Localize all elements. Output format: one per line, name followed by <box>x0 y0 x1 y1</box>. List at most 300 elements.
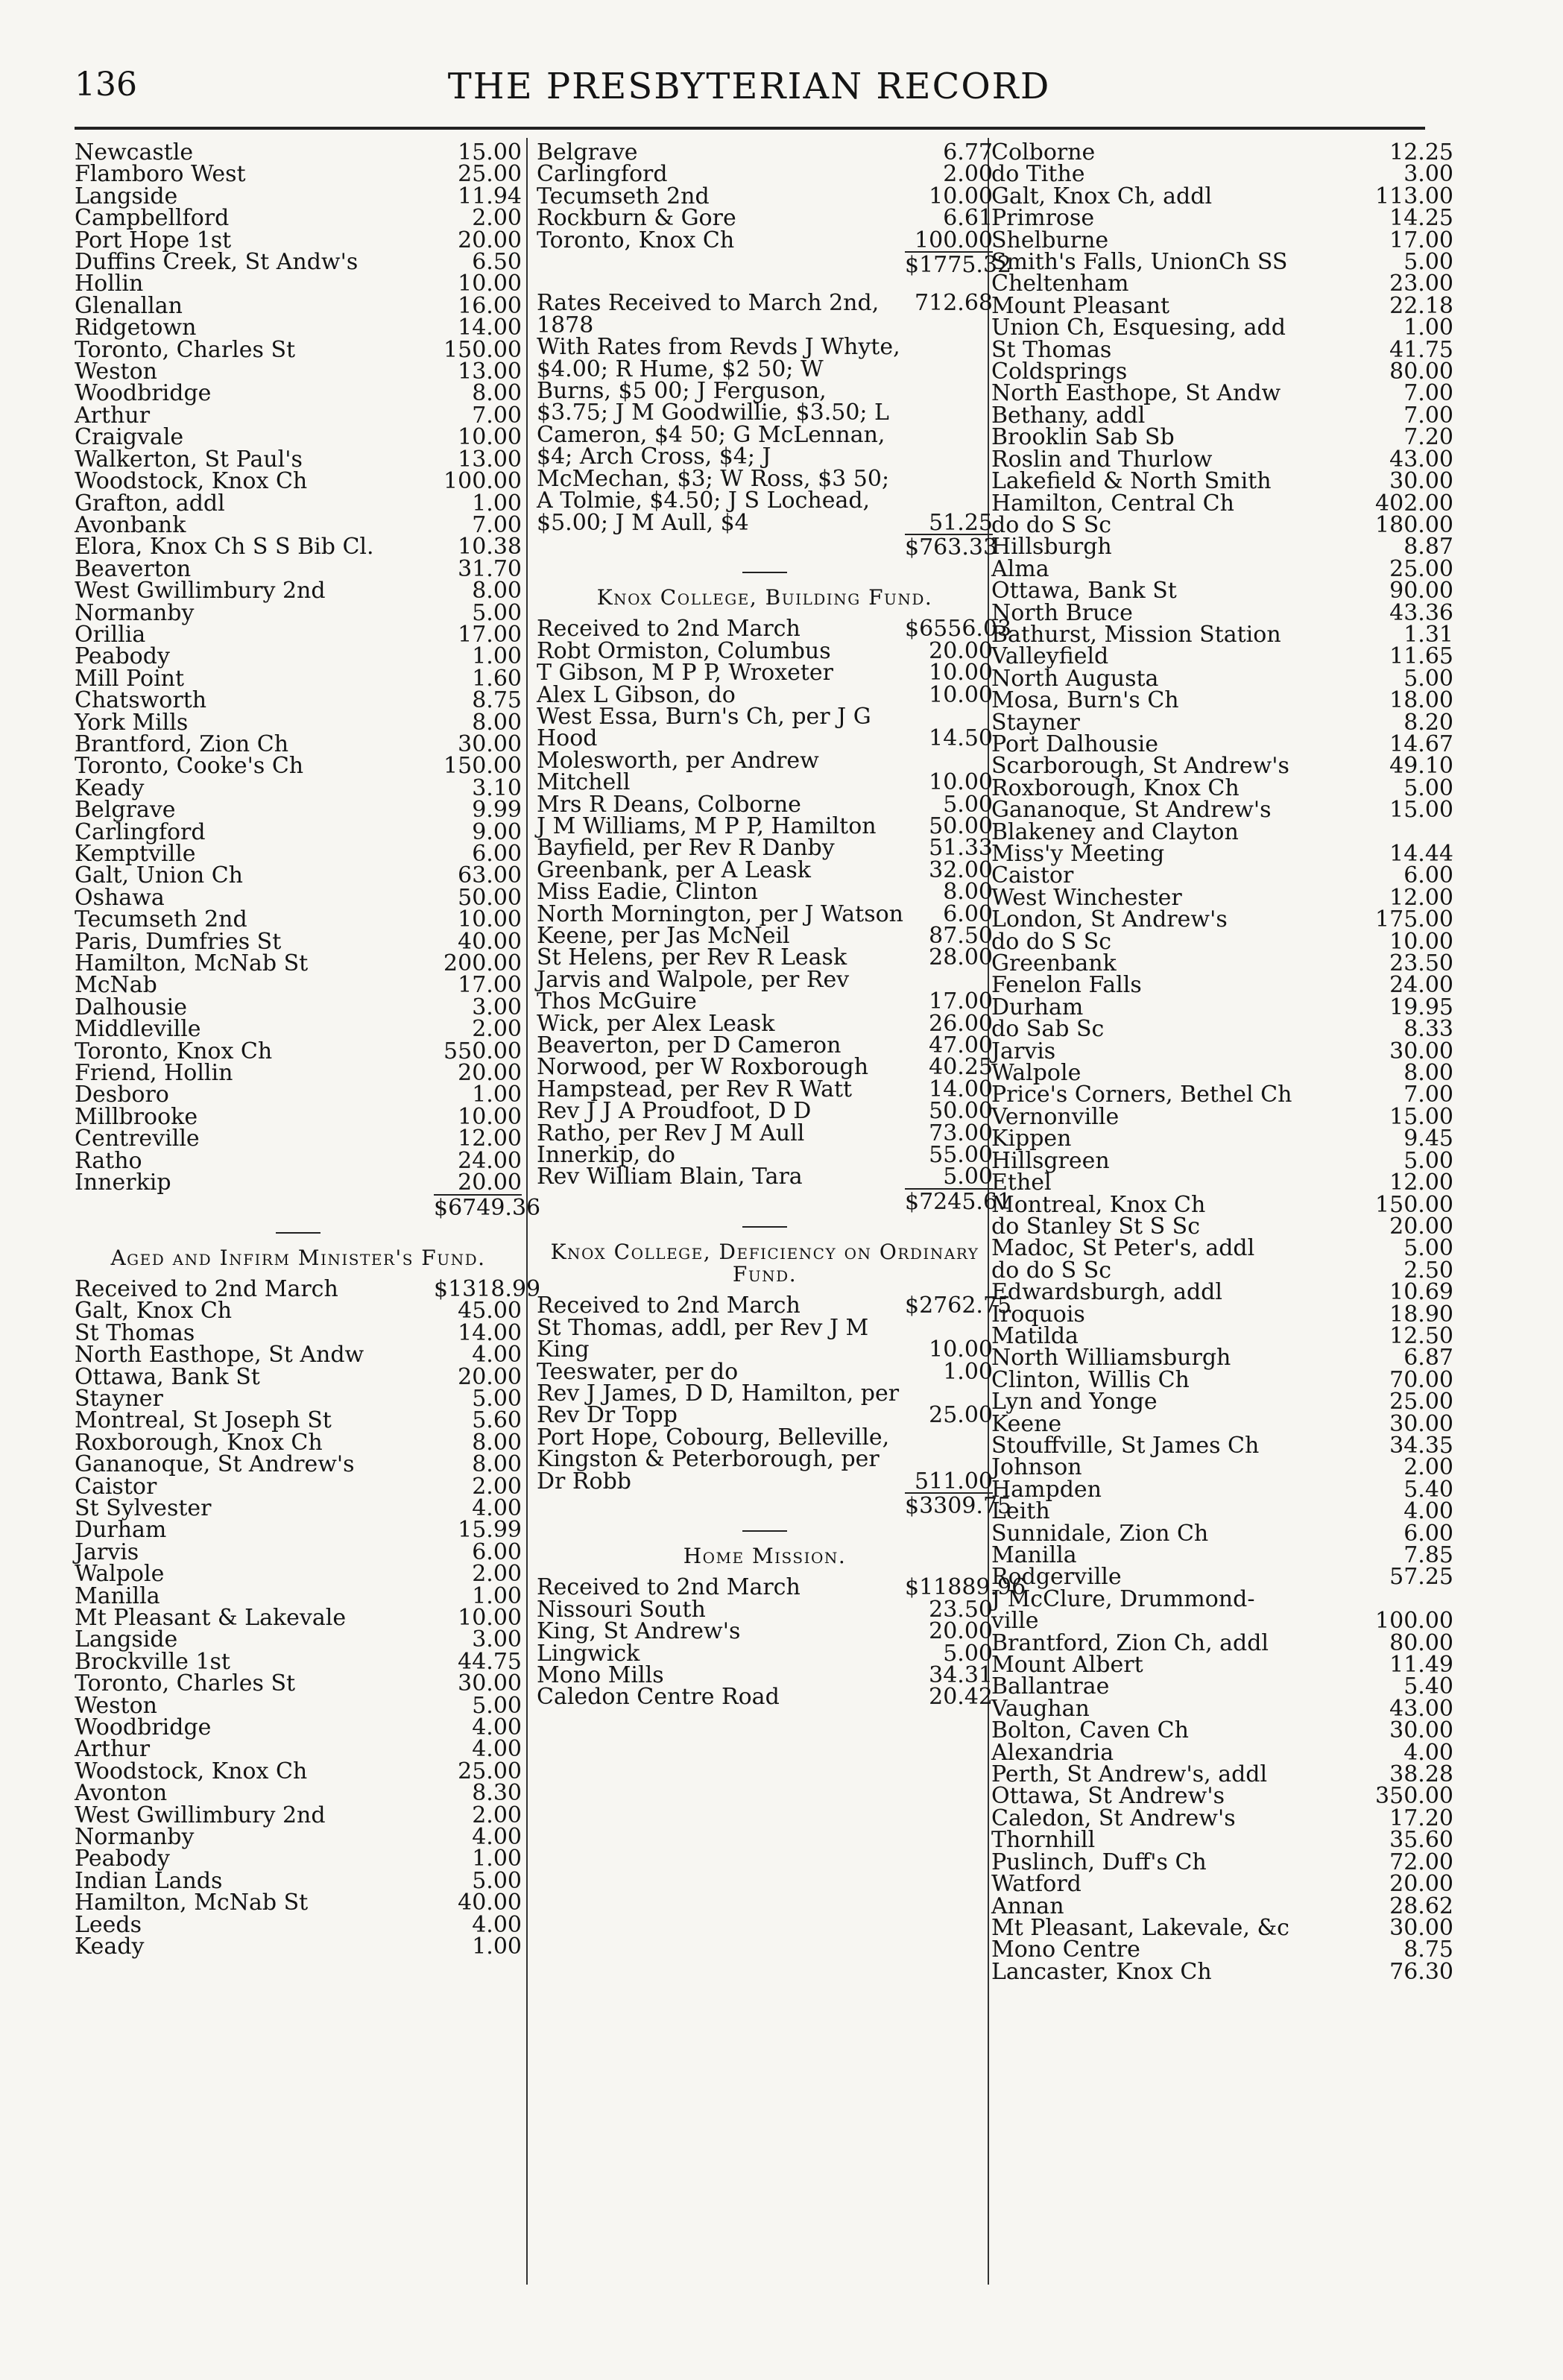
entry-amount: 7.00 <box>472 402 522 429</box>
list-item <box>991 249 1453 276</box>
entry-name: St Helens, per Rev R Leask <box>537 944 847 971</box>
entry-amount: 80.00 <box>1389 359 1453 385</box>
list-item <box>75 972 522 999</box>
list-item <box>991 183 1453 209</box>
list-item <box>75 139 522 165</box>
entry-amount: 9.45 <box>1403 1126 1453 1152</box>
entry-amount: 10.00 <box>458 271 522 297</box>
entry-name: St Thomas <box>991 336 1112 363</box>
entry-amount: 19.95 <box>1389 994 1453 1020</box>
list-item <box>75 1319 522 1346</box>
entry-name: Mosa, Burn's Ch <box>991 687 1179 714</box>
entry-amount: $2762.75 <box>905 1292 1012 1319</box>
entry-name: Woodstock, Knox Ch <box>75 1758 308 1784</box>
list-item <box>991 599 1453 626</box>
entry-name: Jarvis <box>75 1538 139 1565</box>
list-item <box>991 1893 1453 1919</box>
list-item <box>991 1366 1453 1393</box>
entry-amount: 8.00 <box>472 380 522 407</box>
list-item <box>537 1380 993 1429</box>
entry-amount: 9.99 <box>472 797 522 824</box>
column-1 <box>75 139 541 2281</box>
entry-name: do Stanley St S Sc <box>991 1213 1201 1240</box>
list-item <box>75 1342 522 1369</box>
entry-name: Beaverton, per D Cameron <box>537 1032 842 1059</box>
entry-amount: 80.00 <box>1389 1629 1453 1656</box>
entry-amount: 12.25 <box>1389 139 1453 165</box>
list-item <box>75 511 522 538</box>
list-item <box>991 1761 1453 1788</box>
entry-amount: 12.50 <box>1389 1322 1453 1349</box>
entry-name: Hillsgreen <box>991 1147 1110 1174</box>
entry-amount: 10.38 <box>458 534 522 561</box>
entry-amount: 1.00 <box>472 643 522 670</box>
entry-amount: 8.00 <box>472 709 522 736</box>
contribution-list <box>75 139 522 1196</box>
list-item <box>991 818 1453 845</box>
entry-name: Langside <box>75 1626 178 1653</box>
entry-amount: 14.50 <box>929 725 993 752</box>
list-item <box>75 315 522 341</box>
list-item <box>75 227 522 253</box>
entry-name: Lyn and Yonge <box>991 1389 1158 1415</box>
entry-amount: 8.75 <box>1403 1936 1453 1963</box>
list-item <box>75 1626 522 1653</box>
list-item <box>991 797 1453 824</box>
section-rule <box>276 1232 321 1234</box>
entry-amount: 6.00 <box>472 1538 522 1565</box>
list-item <box>75 1082 522 1108</box>
entry-name: Norwood, per W Roxborough <box>537 1054 869 1081</box>
rates-text: Rates Received to March 2nd, 1878 <box>537 290 880 338</box>
list-item <box>991 906 1453 933</box>
entry-amount: 3.00 <box>1403 161 1453 188</box>
entry-name: Rev J James, D D, Hamilton, per Rev Dr Topp <box>537 1380 900 1429</box>
section-heading: Knox College, Building Fund. <box>596 585 933 610</box>
list-item <box>537 1424 993 1494</box>
list-item <box>75 1538 522 1565</box>
entry-name: Puslinch, Duff's Ch <box>991 1849 1207 1875</box>
entry-amount: 90.00 <box>1389 578 1453 605</box>
entry-amount: 8.33 <box>1403 1016 1453 1043</box>
entry-name: Toronto, Cooke's Ch <box>75 753 304 780</box>
entry-name: West Gwillimbury 2nd <box>75 578 326 605</box>
list-item <box>537 1661 993 1688</box>
list-item <box>537 1120 993 1146</box>
entry-amount: 402.00 <box>1375 490 1453 517</box>
entry-name: Alexandria <box>991 1739 1114 1766</box>
list-item <box>537 747 993 796</box>
entry-amount: 2.00 <box>943 161 993 188</box>
entry-name: London, St Andrew's <box>991 906 1228 933</box>
entry-name: Tecumseth 2nd <box>75 906 247 933</box>
entry-name: do Sab Sc <box>991 1016 1105 1043</box>
entry-amount: 100.00 <box>443 468 522 495</box>
entry-name: Campbellford <box>75 205 230 232</box>
entry-amount: 18.90 <box>1389 1301 1453 1328</box>
list-item <box>75 1473 522 1500</box>
entry-name: Cheltenham <box>991 271 1129 297</box>
entry-amount: 20.00 <box>458 1170 522 1196</box>
list-item <box>991 1695 1453 1722</box>
entry-amount: 5.00 <box>1403 1235 1453 1262</box>
column-3 <box>991 139 1453 2281</box>
entry-amount: 8.75 <box>472 687 522 714</box>
entry-name: Woodbridge <box>75 380 212 407</box>
list-item <box>537 1164 993 1190</box>
entry-amount: 7.00 <box>1403 1082 1453 1108</box>
entry-name: Elora, Knox Ch S S Bib Cl. <box>75 534 374 561</box>
list-item <box>75 1275 541 1302</box>
list-item <box>991 709 1453 736</box>
section-rule <box>742 1226 787 1228</box>
entry-name: Walpole <box>991 1060 1082 1087</box>
section-heading: Knox College, Deficiency on Ordinary Fund. <box>550 1240 979 1287</box>
list-item <box>75 359 522 385</box>
entry-name: Mono Centre <box>991 1936 1140 1963</box>
entry-name: Perth, St Andrew's, addl <box>991 1761 1268 1788</box>
entry-name: Avonbank <box>75 511 186 538</box>
entry-name: Thornhill <box>991 1827 1096 1854</box>
entry-amount: 1.00 <box>943 1358 993 1385</box>
entry-name: Greenbank, per A Leask <box>537 856 811 883</box>
list-item <box>991 534 1453 561</box>
entry-name: ville <box>991 1608 1039 1635</box>
total-amount: $7245.61 <box>905 1188 1012 1215</box>
entry-name: Ratho, per Rev J M Aull <box>537 1120 805 1146</box>
entry-name: Roslin and Thurlow <box>991 446 1213 473</box>
entry-amount: 100.00 <box>1375 1608 1453 1635</box>
entry-name: Caistor <box>75 1473 157 1500</box>
entry-amount: 14.25 <box>1389 205 1453 232</box>
entry-amount: 1.00 <box>472 490 522 517</box>
entry-amount: 35.60 <box>1389 1827 1453 1854</box>
entry-amount: 10.00 <box>929 769 993 796</box>
entry-name: Keene, per Jas McNeil <box>537 923 790 949</box>
entry-name: Belgrave <box>537 139 638 165</box>
list-item <box>991 161 1453 188</box>
entry-name: Hamilton, McNab St <box>75 950 309 977</box>
entry-amount: 150.00 <box>443 336 522 363</box>
entry-amount: 100.00 <box>915 227 993 253</box>
section-rule <box>742 1530 787 1532</box>
entry-name: Carlingford <box>537 161 668 188</box>
list-item <box>991 1629 1453 1656</box>
entry-name: Avonton <box>75 1780 168 1807</box>
list-item <box>537 835 993 862</box>
entry-name: Innerkip <box>75 1170 171 1196</box>
list-item <box>991 928 1453 955</box>
entry-amount: 10.69 <box>1389 1279 1453 1306</box>
entry-name: Galt, Knox Ch, addl <box>991 183 1213 209</box>
list-item <box>991 1805 1453 1831</box>
entry-name: Caledon, St Andrew's <box>991 1805 1236 1831</box>
entry-amount: 5.00 <box>943 1640 993 1667</box>
entry-name: Mount Pleasant <box>991 292 1170 319</box>
entry-name: Craigvale <box>75 424 184 451</box>
entry-name: Mount Albert <box>991 1652 1143 1679</box>
entry-name: Durham <box>75 1517 167 1544</box>
section-rule <box>742 572 787 573</box>
entry-name: Robt Ormiston, Columbus <box>537 637 831 664</box>
entry-name: Chatsworth <box>75 687 207 714</box>
list-item <box>75 1517 522 1544</box>
entry-amount: 2.00 <box>472 1016 522 1043</box>
entry-name: Carlingford <box>75 818 206 845</box>
entry-amount: 1.00 <box>472 1082 522 1108</box>
list-item <box>75 1147 522 1174</box>
list-item <box>537 791 993 818</box>
list-item <box>991 1936 1453 1963</box>
entry-amount: 8.00 <box>472 578 522 605</box>
list-item <box>991 1432 1453 1459</box>
list-item <box>75 1607 522 1629</box>
entry-name: King, St Andrew's <box>537 1618 741 1645</box>
list-item <box>991 774 1453 801</box>
entry-name: Arthur <box>75 1736 151 1763</box>
entry-amount: 20.00 <box>458 1363 522 1390</box>
entry-name: Middleville <box>75 1016 201 1043</box>
list-item <box>75 1103 522 1130</box>
entry-amount: 72.00 <box>1389 1849 1453 1875</box>
entry-amount: 10.00 <box>929 660 993 686</box>
list-item <box>537 616 1012 643</box>
list-item <box>991 336 1453 363</box>
list-item <box>75 797 522 824</box>
entry-name: North Williamsburgh <box>991 1345 1231 1372</box>
list-item <box>991 227 1453 253</box>
entry-name: Normanby <box>75 1824 195 1851</box>
entry-amount: 200.00 <box>443 950 522 977</box>
entry-name: Stayner <box>75 1385 163 1412</box>
entry-name: Port Hope, Cobourg, Belleville, Kingston & Peterborough, per Dr Robb <box>537 1424 890 1494</box>
list-item <box>991 843 1453 865</box>
entry-amount: 13.00 <box>458 359 522 385</box>
entry-name: J McClure, Drummond- <box>991 1585 1255 1612</box>
list-item <box>75 1692 522 1719</box>
entry-name: Gananoque, St Andrew's <box>75 1451 355 1478</box>
rates-amount: 712.68 <box>915 290 993 317</box>
list-item <box>75 1298 522 1325</box>
entry-name: North Augusta <box>991 665 1159 692</box>
entry-amount: 51.33 <box>929 835 993 862</box>
entry-amount: 30.00 <box>1389 1717 1453 1744</box>
list-item <box>991 359 1453 385</box>
list-item <box>75 205 522 232</box>
list-item <box>75 643 522 670</box>
entry-amount: 15.00 <box>1389 797 1453 824</box>
list-item <box>75 950 522 977</box>
entry-name: Orillia <box>75 621 146 648</box>
list-item <box>991 643 1453 670</box>
entry-name: Rev William Blain, Tara <box>537 1164 803 1190</box>
list-item <box>75 906 522 933</box>
list-item <box>75 1648 522 1675</box>
list-item <box>537 637 993 664</box>
list-item <box>75 753 522 780</box>
entry-amount: 113.00 <box>1375 183 1453 209</box>
entry-name: Rev J J A Proudfoot, D D <box>537 1098 812 1125</box>
list-item <box>75 621 522 648</box>
entry-amount: 11.65 <box>1389 643 1453 670</box>
entry-amount: 5.40 <box>1403 1673 1453 1700</box>
rates-detail-row <box>537 336 993 534</box>
entry-amount: 10.00 <box>1389 928 1453 955</box>
entry-amount: 6.50 <box>472 249 522 276</box>
entry-amount: 50.00 <box>929 812 993 839</box>
list-item <box>75 1494 522 1521</box>
entry-amount: 6.87 <box>1403 1345 1453 1372</box>
entry-name: Flamboro West <box>75 161 246 188</box>
list-item <box>991 1585 1453 1612</box>
entry-name: Galt, Knox Ch <box>75 1298 233 1325</box>
entry-name: Ottawa, St Andrew's <box>991 1783 1225 1810</box>
entry-amount: 55.00 <box>929 1142 993 1169</box>
list-item <box>75 709 522 736</box>
entry-amount: 43.00 <box>1389 446 1453 473</box>
entry-name: Stayner <box>991 709 1080 736</box>
list-item <box>537 205 993 232</box>
entry-amount: 12.00 <box>1389 1170 1453 1196</box>
entry-name: Walpole <box>75 1561 165 1588</box>
entry-name: Miss Eadie, Clinton <box>537 879 758 906</box>
entry-name: Kemptville <box>75 841 196 867</box>
header-rule <box>75 127 1425 130</box>
entry-name: Langside <box>75 183 178 209</box>
entry-amount: 180.00 <box>1375 511 1453 538</box>
entry-name: Dalhousie <box>75 994 187 1020</box>
entry-amount: 4.00 <box>472 1911 522 1938</box>
entry-name: T Gibson, M P P, Wroxeter <box>537 660 834 686</box>
entry-name: Toronto, Charles St <box>75 1670 296 1697</box>
entry-name: Belgrave <box>75 797 176 824</box>
entry-amount: 175.00 <box>1375 906 1453 933</box>
entry-name: Wick, per Alex Leask <box>537 1010 775 1037</box>
entry-amount: $6556.03 <box>905 616 1012 643</box>
entry-amount: 16.00 <box>458 292 522 319</box>
entry-name: North Easthope, St Andw <box>991 380 1281 407</box>
entry-amount: 20.00 <box>929 637 993 664</box>
list-item <box>537 1076 993 1102</box>
entry-name: Roxborough, Knox Ch <box>991 774 1240 801</box>
entry-name: J M Williams, M P P, Hamilton <box>537 812 877 839</box>
list-item <box>75 774 522 801</box>
list-item <box>991 555 1453 582</box>
entry-amount: 9.00 <box>472 818 522 845</box>
entry-amount: 25.00 <box>458 1758 522 1784</box>
entry-amount: 23.50 <box>929 1596 993 1623</box>
list-item <box>991 994 1453 1020</box>
list-item <box>537 1596 993 1623</box>
entry-amount: 7.00 <box>1403 402 1453 429</box>
entry-amount: 10.00 <box>929 681 993 708</box>
entry-amount: 70.00 <box>1389 1366 1453 1393</box>
list-item <box>991 446 1453 473</box>
entry-name: St Thomas <box>75 1319 195 1346</box>
entry-amount: 14.44 <box>1389 841 1453 867</box>
list-item <box>991 1389 1453 1415</box>
list-item <box>75 1561 522 1588</box>
entry-name: Stouffville, St James Ch <box>991 1432 1260 1459</box>
list-item <box>991 1958 1453 1985</box>
list-item <box>991 315 1453 341</box>
list-item <box>75 730 522 757</box>
entry-amount: 2.00 <box>472 205 522 232</box>
entry-amount: 18.00 <box>1389 687 1453 714</box>
entry-amount: 3.10 <box>472 774 522 801</box>
entry-name: Grafton, addl <box>75 490 225 517</box>
section-heading: Aged and Infirm Minister's Fund. <box>110 1245 486 1270</box>
entry-name: Union Ch, Esquesing, add <box>991 315 1286 341</box>
list-item <box>75 1407 522 1434</box>
entry-amount: 26.00 <box>929 1010 993 1037</box>
entry-name: Jarvis and Walpole, per Rev Thos McGuire <box>537 966 850 1015</box>
entry-amount: 4.00 <box>472 1736 522 1763</box>
list-item <box>991 1016 1453 1043</box>
entry-name: Galt, Union Ch <box>75 862 243 889</box>
entry-name: Brantford, Zion Ch, addl <box>991 1629 1269 1656</box>
entry-name: Millbrooke <box>75 1103 198 1130</box>
entry-amount: 8.00 <box>943 879 993 906</box>
entry-amount: 76.30 <box>1389 1958 1453 1985</box>
list-item <box>991 950 1453 977</box>
entry-name: Vernonville <box>991 1103 1120 1130</box>
entry-name: St Thomas, addl, per Rev J M King <box>537 1314 869 1363</box>
list-item <box>537 1098 993 1125</box>
entry-amount: 7.20 <box>1403 424 1453 451</box>
list-item <box>75 1780 522 1807</box>
entry-name: Bolton, Caven Ch <box>991 1717 1189 1744</box>
list-item <box>75 1824 522 1851</box>
entry-amount: 10.00 <box>929 183 993 209</box>
entry-amount: 1.00 <box>472 1582 522 1609</box>
entry-amount: 14.00 <box>458 1319 522 1346</box>
entry-amount: 45.00 <box>458 1298 522 1325</box>
entry-amount: 17.00 <box>929 988 993 1015</box>
list-item <box>991 1257 1453 1284</box>
entry-name: Jarvis <box>991 1038 1056 1064</box>
list-item <box>75 555 522 582</box>
entry-name: Madoc, St Peter's, addl <box>991 1235 1255 1262</box>
entry-amount: 3.00 <box>472 1626 522 1653</box>
entry-amount: 63.00 <box>458 862 522 889</box>
entry-amount: 5.00 <box>472 1692 522 1719</box>
list-item <box>537 1292 1012 1319</box>
entry-name: Friend, Hollin <box>75 1060 233 1087</box>
entry-amount: 511.00 <box>915 1468 993 1494</box>
list-item <box>75 183 522 209</box>
list-item <box>75 446 522 473</box>
entry-name: Hollin <box>75 271 144 297</box>
list-item <box>537 681 993 708</box>
list-item <box>991 1544 1453 1566</box>
list-item <box>991 1827 1453 1854</box>
entry-name: Annan <box>991 1893 1064 1919</box>
entry-amount: 20.00 <box>1389 1213 1453 1240</box>
entry-name: Hillsburgh <box>991 534 1112 561</box>
section-heading: Home Mission. <box>683 1544 847 1569</box>
entry-amount: 23.50 <box>1389 950 1453 977</box>
entry-name: Glenallan <box>75 292 183 319</box>
list-item <box>75 1582 522 1609</box>
list-item <box>75 1670 522 1697</box>
list-item <box>75 402 522 429</box>
list-item <box>75 1451 522 1478</box>
entry-amount: 1.60 <box>472 665 522 692</box>
entry-amount: 8.00 <box>472 1429 522 1456</box>
list-item <box>991 730 1453 757</box>
rates-detail: With Rates from Revds J Whyte, $4.00; R Hume, $2 50; W Burns, $5 00; J Ferguson, $3.75; J M Goodwillie, $3.50; L Cameron, $4 50; G McLennan, $4; Arch Cross, $4; J McMechan, $3; W Ross, $3 50; A Tolmie, $4.50; J S Lochead, $5.00; J M Aull, $4 <box>537 334 900 536</box>
